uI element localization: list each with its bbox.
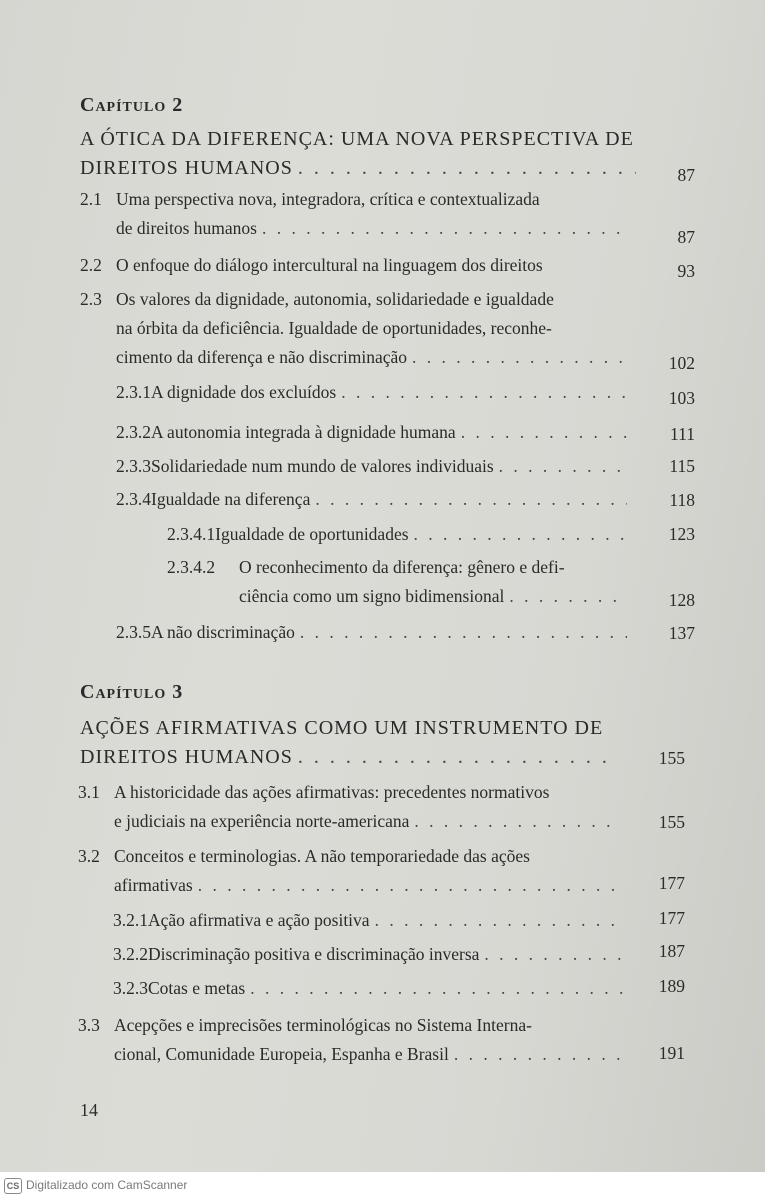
dot-leader bbox=[262, 214, 627, 243]
dot-leader bbox=[454, 1040, 622, 1069]
entry-page: 128 bbox=[668, 590, 695, 610]
entry-number: 2.3.4.1 bbox=[167, 524, 216, 544]
entry-line: Os valores da dignidade, autonomia, solidariedade e igualdade bbox=[116, 289, 554, 309]
page-number: 14 bbox=[80, 1100, 98, 1120]
entry-text bbox=[114, 842, 626, 900]
entry-text: A autonomia integrada à dignidade humana bbox=[151, 422, 456, 442]
entry-line: na órbita da deficiência. Igualdade de oportunidades, reconhe- bbox=[116, 318, 552, 338]
entry-line-text: cimento da diferença e não discriminação bbox=[116, 347, 408, 367]
entry-page: 103 bbox=[668, 388, 695, 408]
scanner-watermark-text: Digitalizado com CamScanner bbox=[26, 1178, 188, 1192]
chapter-2-title bbox=[80, 125, 640, 183]
dot-leader bbox=[412, 343, 627, 372]
dot-leader bbox=[298, 154, 636, 183]
entry-line: A historicidade das ações afirmativas: precedentes normativos bbox=[114, 782, 550, 802]
toc-entry bbox=[113, 940, 628, 969]
entry-line bbox=[239, 582, 632, 611]
chapter-2-title-line2 bbox=[80, 154, 640, 183]
chapter-2-title-page: 87 bbox=[677, 165, 695, 185]
entry-page: 87 bbox=[677, 227, 695, 247]
entry-number: 2.2 bbox=[80, 255, 102, 275]
entry-line: Uma perspectiva nova, integradora, crítica e contextualizada bbox=[116, 189, 540, 209]
entry-number: 2.1 bbox=[80, 189, 102, 209]
toc-entry bbox=[113, 974, 628, 1003]
chapter-3-label: Capítulo 3 bbox=[80, 681, 184, 703]
dot-leader bbox=[484, 940, 624, 969]
entry-number: 2.3.2 bbox=[116, 422, 151, 442]
entry-page: 189 bbox=[658, 976, 685, 996]
dot-leader bbox=[461, 418, 627, 447]
entry-text: Ação afirmativa e ação positiva bbox=[148, 910, 370, 930]
entry-line bbox=[116, 214, 631, 243]
entry-number: 2.3.4.2 bbox=[167, 557, 216, 577]
entry-number: 3.2.1 bbox=[113, 910, 148, 930]
entry-text bbox=[239, 553, 632, 611]
entry-page: 187 bbox=[658, 941, 685, 961]
entry-text: A dignidade dos excluídos bbox=[151, 382, 337, 402]
chapter-3-title-line1: AÇÕES AFIRMATIVAS COMO UM INSTRUMENTO DE bbox=[80, 717, 604, 739]
entry-page: 155 bbox=[658, 812, 685, 832]
toc-entry bbox=[113, 906, 628, 935]
dot-leader bbox=[509, 582, 628, 611]
chapter-2-label: Capítulo 2 bbox=[80, 94, 184, 116]
entry-text: Igualdade na diferença bbox=[151, 489, 311, 509]
entry-page: 102 bbox=[668, 353, 695, 373]
entry-number: 2.3.4 bbox=[116, 489, 151, 509]
entry-line-text: ciência como um signo bidimensional bbox=[239, 586, 505, 606]
dot-leader bbox=[375, 906, 624, 935]
entry-line: Conceitos e terminologias. A não temporariedade das ações bbox=[114, 846, 530, 866]
entry-page: 111 bbox=[670, 424, 695, 444]
entry-text: Solidariedade num mundo de valores individuais bbox=[151, 456, 494, 476]
entry-line-text: cional, Comunidade Europeia, Espanha e Brasil bbox=[114, 1044, 449, 1064]
entry-text: Cotas e metas bbox=[148, 978, 246, 998]
chapter-3-title bbox=[80, 714, 640, 772]
entry-number: 2.3 bbox=[80, 289, 102, 309]
toc-entry bbox=[116, 418, 631, 447]
entry-page: 118 bbox=[669, 490, 695, 510]
entry-page: 115 bbox=[669, 456, 695, 476]
entry-number: 3.2.3 bbox=[113, 978, 148, 998]
dot-leader bbox=[298, 743, 616, 772]
dot-leader bbox=[414, 807, 622, 836]
camscanner-logo-icon: CS bbox=[4, 1178, 22, 1194]
entry-text bbox=[114, 1011, 626, 1069]
entry-text: Igualdade de oportunidades bbox=[215, 524, 409, 544]
entry-line bbox=[114, 807, 626, 836]
entry-line: Acepções e imprecisões terminológicas no Sistema Interna- bbox=[114, 1015, 532, 1035]
entry-number: 2.3.5 bbox=[116, 622, 151, 642]
scanner-watermark-bar bbox=[0, 1172, 765, 1200]
chapter-3-title-text: DIREITOS HUMANOS bbox=[80, 746, 293, 768]
dot-leader bbox=[341, 378, 627, 407]
entry-text bbox=[114, 778, 626, 836]
toc-entry bbox=[116, 378, 631, 407]
toc-entry bbox=[167, 520, 632, 549]
dot-leader bbox=[414, 520, 628, 549]
chapter-2-title-text: DIREITOS HUMANOS bbox=[80, 157, 293, 179]
entry-page: 177 bbox=[658, 908, 685, 928]
entry-number: 3.2.2 bbox=[113, 944, 148, 964]
toc-entry bbox=[116, 618, 631, 647]
entry-number: 3.1 bbox=[78, 782, 100, 802]
entry-text: A não discriminação bbox=[151, 622, 295, 642]
chapter-3-title-line2 bbox=[80, 743, 620, 772]
entry-line: O reconhecimento da diferença: gênero e defi- bbox=[239, 557, 565, 577]
toc-entry bbox=[116, 485, 631, 514]
entry-line bbox=[116, 343, 631, 372]
entry-page: 137 bbox=[668, 623, 695, 643]
dot-leader bbox=[198, 871, 622, 900]
dot-leader bbox=[300, 618, 627, 647]
entry-number: 2.3.1 bbox=[116, 382, 151, 402]
entry-text: O enfoque do diálogo intercultural na linguagem dos direitos bbox=[116, 255, 543, 275]
entry-page: 123 bbox=[668, 524, 695, 544]
chapter-2-title-line1: A ÓTICA DA DIFERENÇA: UMA NOVA PERSPECTIVA DE bbox=[80, 128, 634, 150]
entry-page: 177 bbox=[658, 873, 685, 893]
toc-entry bbox=[116, 452, 631, 481]
entry-text bbox=[116, 185, 631, 243]
dot-leader bbox=[315, 485, 627, 514]
entry-line bbox=[114, 1040, 626, 1069]
entry-text bbox=[116, 285, 631, 372]
entry-number: 2.3.3 bbox=[116, 456, 151, 476]
dot-leader bbox=[250, 974, 624, 1003]
entry-line-text: afirmativas bbox=[114, 875, 193, 895]
entry-text: Discriminação positiva e discriminação inversa bbox=[148, 944, 480, 964]
entry-line bbox=[114, 871, 626, 900]
entry-line-text: de direitos humanos bbox=[116, 218, 257, 238]
chapter-3-title-page: 155 bbox=[658, 748, 685, 768]
entry-page: 93 bbox=[677, 261, 695, 281]
entry-number: 3.2 bbox=[78, 846, 100, 866]
entry-page: 191 bbox=[658, 1043, 685, 1063]
entry-line-text: e judiciais na experiência norte-americana bbox=[114, 811, 410, 831]
entry-number: 3.3 bbox=[78, 1015, 100, 1035]
dot-leader bbox=[499, 452, 627, 481]
